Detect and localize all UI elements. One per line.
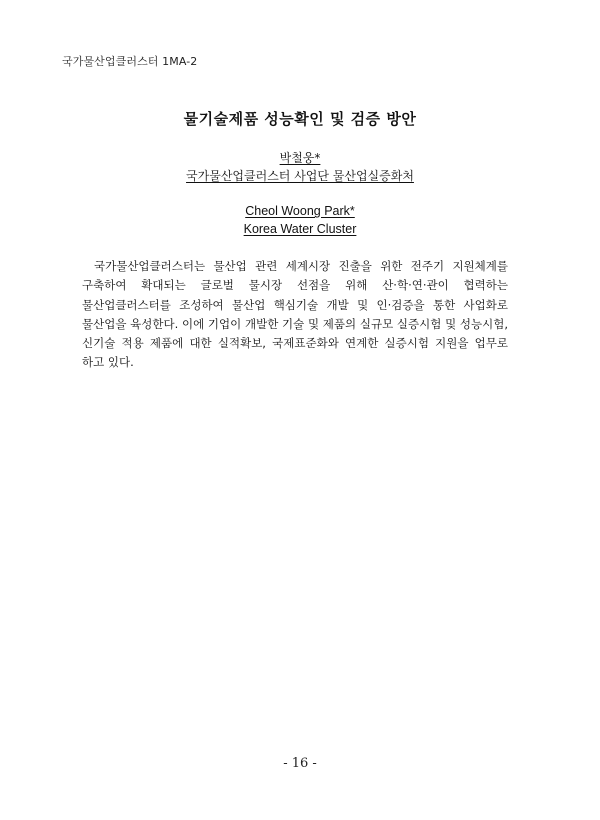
author-korean-line	[0, 149, 600, 166]
affiliation-korean: 국가물산업클러스터 사업단 물산업실증화처	[186, 169, 414, 183]
page-number: - 16 -	[283, 756, 317, 771]
author-korean: 박철웅*	[279, 151, 321, 165]
affiliation-korean-line	[0, 167, 600, 184]
author-english: Cheol Woong Park*	[245, 204, 355, 218]
abstract-paragraph: 국가물산업클러스터는 물산업 관련 세계시장 진출을 위한 전주기 지원체계를 구축하여 확대되는 글로벌 물시장 선점을 위해 산·학·연·관이 협력하는 물산업클러스터를 조성하여 물산업 핵심기술 개발 및 인·검증을 통한 사업화로 물산업을 육성한다. 이에 기업이 개발한 기술 및 제품의 실규모 실증시험 및 성능시험, 신기술 적용 제품에 대한 실적확보, 국제표준화와 연계한 실증시험 지원을 업무로 하고 있다.	[82, 259, 508, 370]
paper-title: 물기술제품 성능확인 및 검증 방안	[183, 110, 417, 128]
running-header: 국가물산업클러스터 1MA-2	[62, 55, 198, 68]
affiliation-english: Korea Water Cluster	[243, 222, 357, 236]
author-english-line	[0, 204, 600, 218]
affiliation-english-line	[0, 222, 600, 236]
